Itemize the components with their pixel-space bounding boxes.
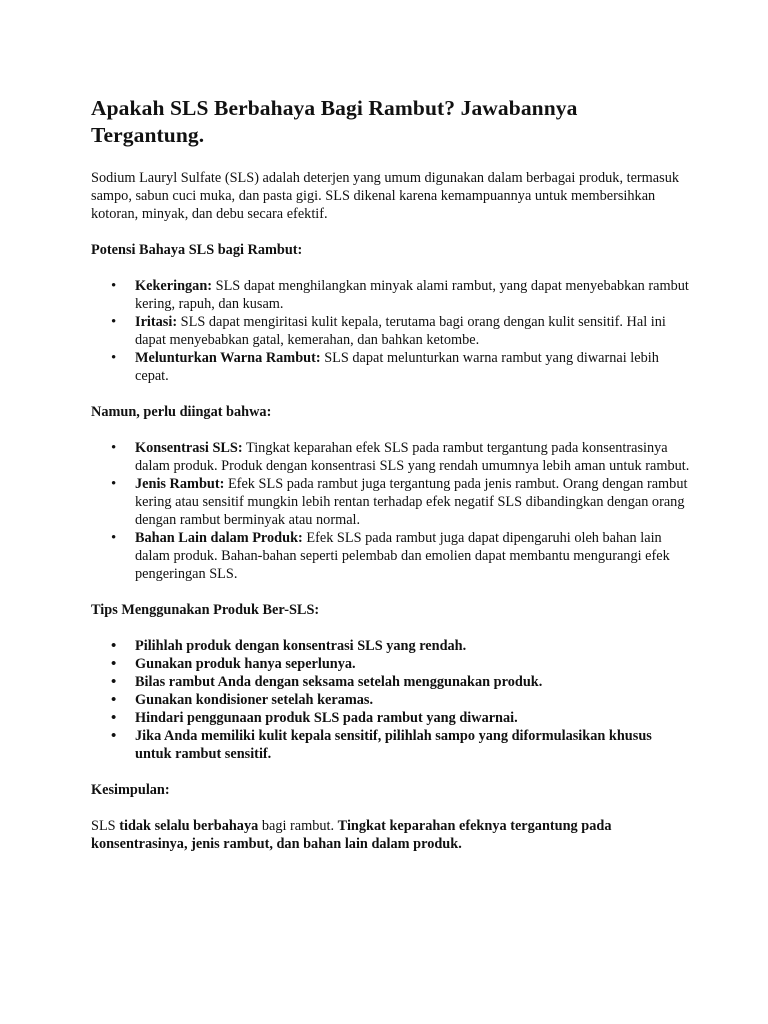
list-item	[135, 475, 691, 529]
page-title: Apakah SLS Berbahaya Bagi Rambut? Jawabannya Tergantung.	[91, 96, 578, 147]
section-heading-conclusion: Kesimpulan:	[91, 782, 170, 798]
list-item: • Bilas rambut Anda dengan seksama setelah menggunakan produk.	[135, 673, 691, 691]
list-item-text: SLS dapat menghilangkan minyak alami rambut, yang dapat menyebabkan rambut kering, rapuh, dan kusam.	[135, 278, 689, 312]
conclusion-paragraph	[91, 817, 691, 853]
list-item	[135, 349, 691, 385]
list-item-term: Kekeringan:	[135, 278, 213, 294]
risks-list	[91, 277, 691, 385]
section-heading-notes: Namun, perlu diingat bahwa:	[91, 404, 272, 420]
list-item: • Hindari penggunaan produk SLS pada rambut yang diwarnai.	[135, 709, 691, 727]
section-heading-risks: Potensi Bahaya SLS bagi Rambut:	[91, 242, 303, 258]
list-item-term: Konsentrasi SLS:	[135, 440, 243, 456]
notes-list	[91, 439, 691, 583]
list-item-term: Melunturkan Warna Rambut:	[135, 350, 321, 366]
list-item-text: Efek SLS pada rambut juga dapat dipengaruhi oleh bahan lain dalam produk. Bahan-bahan seperti pelembab dan emolien dapat membantu mengurangi efek pengeringan SLS.	[135, 530, 670, 582]
conclusion-emphasis: tidak selalu berbahaya	[119, 818, 259, 834]
list-item: • Gunakan produk hanya seperlunya.	[135, 655, 691, 673]
section-heading-tips: Tips Menggunakan Produk Ber-SLS:	[91, 602, 320, 618]
tips-list	[91, 637, 691, 763]
document-body	[91, 95, 691, 871]
list-item: • Jika Anda memiliki kulit kepala sensitif, pilihlah sampo yang diformulasikan khusus untuk rambut sensitif.	[135, 727, 691, 763]
list-item-text: Efek SLS pada rambut juga tergantung pada jenis rambut. Orang dengan rambut kering atau sensitif mungkin lebih rentan terhadap efek negatif SLS dibandingkan dengan orang dengan rambut berminyak atau normal.	[135, 476, 688, 528]
list-item: • Pilihlah produk dengan konsentrasi SLS yang rendah.	[135, 637, 691, 655]
list-item-text: SLS dapat mengiritasi kulit kepala, terutama bagi orang dengan kulit sensitif. Hal ini dapat menyebabkan gatal, kemerahan, dan bahkan ketombe.	[135, 314, 666, 348]
list-item-text: Tingkat keparahan efek SLS pada rambut tergantung pada konsentrasinya dalam produk. Produk dengan konsentrasi SLS yang rendah umumnya lebih aman untuk rambut.	[135, 440, 690, 474]
conclusion-text: SLS	[91, 818, 120, 834]
list-item-term: Bahan Lain dalam Produk:	[135, 530, 303, 546]
list-item	[135, 439, 691, 475]
list-item-term: Iritasi:	[135, 314, 178, 330]
list-item-text: SLS dapat melunturkan warna rambut yang diwarnai lebih cepat.	[135, 350, 659, 384]
conclusion-emphasis: Tingkat keparahan efeknya tergantung pada konsentrasinya, jenis rambut, dan bahan lain dalam produk.	[91, 818, 612, 852]
intro-paragraph: Sodium Lauryl Sulfate (SLS) adalah deterjen yang umum digunakan dalam berbagai produk, termasuk sampo, sabun cuci muka, dan pasta gigi. SLS dikenal karena kemampuannya untuk membersihkan kotoran, minyak, dan debu secara efektif.	[91, 170, 680, 222]
list-item	[135, 313, 691, 349]
list-item	[135, 529, 691, 583]
list-item: • Gunakan kondisioner setelah keramas.	[135, 691, 691, 709]
conclusion-text: bagi rambut.	[258, 818, 338, 834]
list-item-term: Jenis Rambut:	[135, 476, 225, 492]
list-item	[135, 277, 691, 313]
